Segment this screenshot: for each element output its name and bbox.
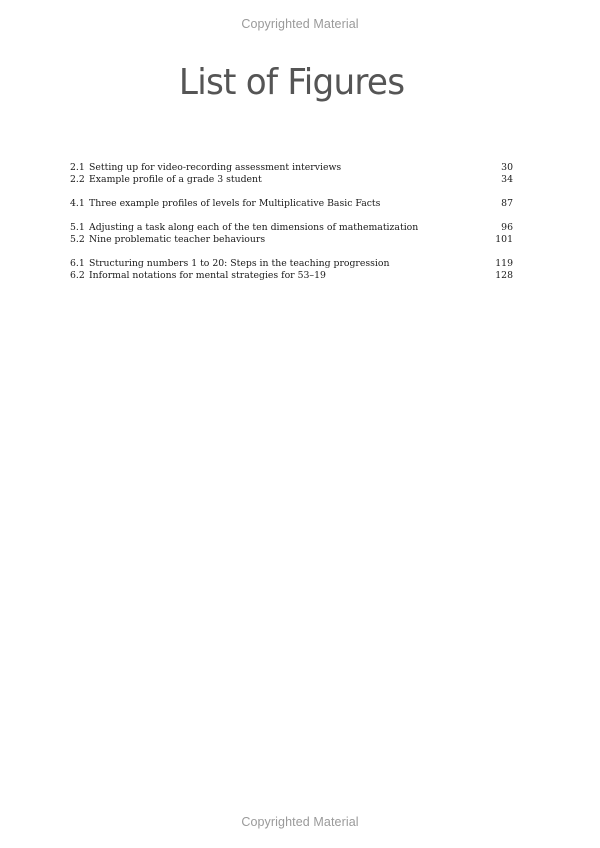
figure-number: 5.1 [70, 222, 85, 233]
copyright-watermark-top: Copyrighted Material [241, 17, 359, 31]
figure-page-number: 87 [501, 198, 513, 209]
figure-group-chapter-4 [70, 198, 513, 210]
figure-list [70, 162, 513, 294]
figure-number: 4.1 [70, 198, 85, 209]
figure-page-number: 101 [495, 234, 513, 245]
copyright-watermark-bottom: Copyrighted Material [241, 815, 359, 829]
page-title [0, 62, 600, 103]
figure-entry[interactable] [70, 234, 513, 246]
figure-title: Informal notations for mental strategies for 53–19 [89, 270, 326, 281]
figure-entry[interactable] [70, 222, 513, 234]
figure-entry[interactable] [70, 270, 513, 282]
figure-page-number: 128 [495, 270, 513, 281]
figure-page-number: 34 [501, 174, 513, 185]
figure-title: Three example profiles of levels for Multiplicative Basic Facts [89, 198, 381, 209]
figure-group-chapter-5 [70, 222, 513, 246]
figure-entry[interactable] [70, 258, 513, 270]
page-title-text: List of Figures [179, 62, 405, 103]
figure-title: Structuring numbers 1 to 20: Steps in the teaching progression [89, 258, 390, 269]
figure-title: Adjusting a task along each of the ten dimensions of mathematization [89, 222, 419, 233]
figure-number: 6.1 [70, 258, 85, 269]
figure-group-chapter-2 [70, 162, 513, 186]
figure-page-number: 30 [501, 162, 513, 173]
figure-number: 6.2 [70, 270, 85, 281]
figure-title: Setting up for video-recording assessment interviews [89, 162, 342, 173]
figure-number: 2.2 [70, 174, 85, 185]
figure-page-number: 119 [495, 258, 513, 269]
figure-entry[interactable] [70, 174, 513, 186]
figure-number: 2.1 [70, 162, 85, 173]
figure-group-chapter-6 [70, 258, 513, 282]
figure-title: Nine problematic teacher behaviours [89, 234, 266, 245]
figure-entry[interactable] [70, 162, 513, 174]
figure-entry[interactable] [70, 198, 513, 210]
figure-title: Example profile of a grade 3 student [89, 174, 262, 185]
figure-number: 5.2 [70, 234, 85, 245]
figure-page-number: 96 [501, 222, 513, 233]
